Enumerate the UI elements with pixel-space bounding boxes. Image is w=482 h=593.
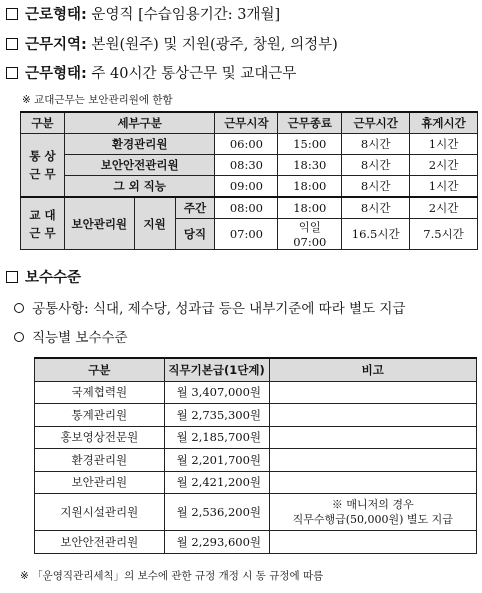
shift-site: 지원: [134, 197, 175, 250]
pay-remark: [269, 449, 476, 472]
pay-salary: 월 3,407,000원: [164, 381, 269, 404]
row-end: 18:30: [278, 155, 342, 176]
shift-type: 주간: [175, 197, 215, 219]
pay-salary: 월 2,201,700원: [164, 449, 269, 472]
pay-remark: [269, 404, 476, 427]
shift-note: ※ 교대근무는 보안관리원에 한함: [22, 94, 173, 106]
header-detail: 세부구분: [64, 112, 215, 134]
table-row: [21, 134, 478, 155]
pay-role: 홍보영상전문원: [35, 426, 165, 449]
schedule-header-row: [21, 112, 478, 134]
row-start: 09:00: [215, 176, 278, 198]
pay-header-remark: 비고: [269, 358, 476, 381]
pay-bullet-level: [14, 326, 128, 346]
row-hours: 8시간: [342, 176, 410, 198]
row-name: 보안안전관리원: [64, 155, 215, 176]
checkbox-square-icon: [6, 271, 18, 283]
header-category: 구분: [21, 112, 65, 134]
pay-remark-line: 직무수행급(50,000원) 별도 지급: [292, 513, 453, 526]
group-regular: 통 상 근 무: [21, 134, 65, 198]
shift-type: 당직: [175, 219, 215, 250]
row-rest: 1시간: [410, 176, 478, 198]
circle-bullet-icon: [14, 303, 24, 313]
pay-role: 국제협력원: [35, 381, 165, 404]
row-rest: 2시간: [410, 155, 478, 176]
group-shift: 교 대 근 무: [21, 197, 65, 250]
row-hours: 8시간: [342, 134, 410, 155]
work-type-label: 근로형태:: [25, 7, 87, 23]
pay-header-row: [35, 358, 477, 381]
work-location-label: 근무지역:: [25, 37, 87, 53]
pay-section-label: 보수수준: [25, 270, 82, 286]
work-location-value: 본원(원주) 및 지원(광주, 창원, 의정부): [86, 37, 338, 53]
pay-bullet-text: 직능별 보수수준: [32, 330, 128, 346]
pay-remark: [269, 426, 476, 449]
shift-role: 보안관리원: [64, 197, 134, 250]
row-end: 익일 07:00: [278, 219, 342, 250]
row-end: 18:00: [278, 176, 342, 198]
row-rest: 1시간: [410, 134, 478, 155]
work-location-line: [6, 33, 338, 54]
work-form-value: 주 40시간 통상근무 및 교대근무: [86, 66, 297, 82]
pay-header-salary: 직무기본급(1단계): [164, 358, 269, 381]
pay-role: 지원시설관리원: [35, 494, 165, 531]
circle-bullet-icon: [14, 332, 24, 342]
row-end: 18:00: [278, 197, 342, 219]
pay-role: 보안관리원: [35, 471, 165, 494]
pay-section-heading: [6, 266, 81, 287]
table-row: [21, 197, 478, 219]
row-rest: 7.5시간: [410, 219, 478, 250]
row-name: 그 외 직능: [64, 176, 215, 198]
table-row: [35, 449, 477, 472]
header-end: 근무종료: [278, 112, 342, 134]
checkbox-square-icon: [6, 67, 18, 79]
pay-remark: [269, 381, 476, 404]
schedule-table: [20, 111, 478, 250]
pay-salary: 월 2,293,600원: [164, 531, 269, 554]
header-hours: 근무시간: [342, 112, 410, 134]
table-row: [21, 155, 478, 176]
work-type-line: [6, 3, 280, 24]
pay-salary: 월 2,185,700원: [164, 426, 269, 449]
pay-salary: 월 2,536,200원: [164, 494, 269, 531]
table-row: [35, 531, 477, 554]
table-row: [35, 426, 477, 449]
checkbox-square-icon: [6, 8, 18, 20]
work-type-value: 운영직 [수습임용기간: 3개월]: [86, 7, 281, 23]
row-start: 06:00: [215, 134, 278, 155]
pay-table: [34, 357, 477, 554]
pay-header-category: 구분: [35, 358, 165, 381]
row-rest: 2시간: [410, 197, 478, 219]
pay-remark-manager: [269, 494, 476, 531]
table-row: [35, 471, 477, 494]
pay-remark: [269, 471, 476, 494]
pay-salary: 월 2,735,300원: [164, 404, 269, 427]
work-form-line: [6, 62, 296, 83]
pay-salary: 월 2,421,200원: [164, 471, 269, 494]
row-name: 환경관리원: [64, 134, 215, 155]
pay-footnote: ※ 「운영직관리세칙」의 보수에 관한 규정 개정 시 동 규정에 따름: [20, 570, 324, 582]
row-hours: 8시간: [342, 155, 410, 176]
pay-remark-line: ※ 매니저의 경우: [331, 498, 414, 511]
row-start: 07:00: [215, 219, 278, 250]
pay-role: 통계관리원: [35, 404, 165, 427]
pay-remark: [269, 531, 476, 554]
header-start: 근무시작: [215, 112, 278, 134]
work-form-label: 근무형태:: [25, 66, 87, 82]
table-row: [21, 176, 478, 198]
pay-role: 보안안전관리원: [35, 531, 165, 554]
row-start: 08:00: [215, 197, 278, 219]
row-hours: 8시간: [342, 197, 410, 219]
pay-role: 환경관리원: [35, 449, 165, 472]
pay-bullet-common: [14, 297, 406, 317]
table-row: [35, 381, 477, 404]
checkbox-square-icon: [6, 38, 18, 50]
row-hours: 16.5시간: [342, 219, 410, 250]
pay-bullet-text: 공통사항: 식대, 제수당, 성과급 등은 내부기준에 따라 별도 지급: [32, 301, 406, 317]
row-end: 15:00: [278, 134, 342, 155]
row-start: 08:30: [215, 155, 278, 176]
table-row: [35, 404, 477, 427]
table-row: [35, 494, 477, 531]
header-rest: 휴게시간: [410, 112, 478, 134]
